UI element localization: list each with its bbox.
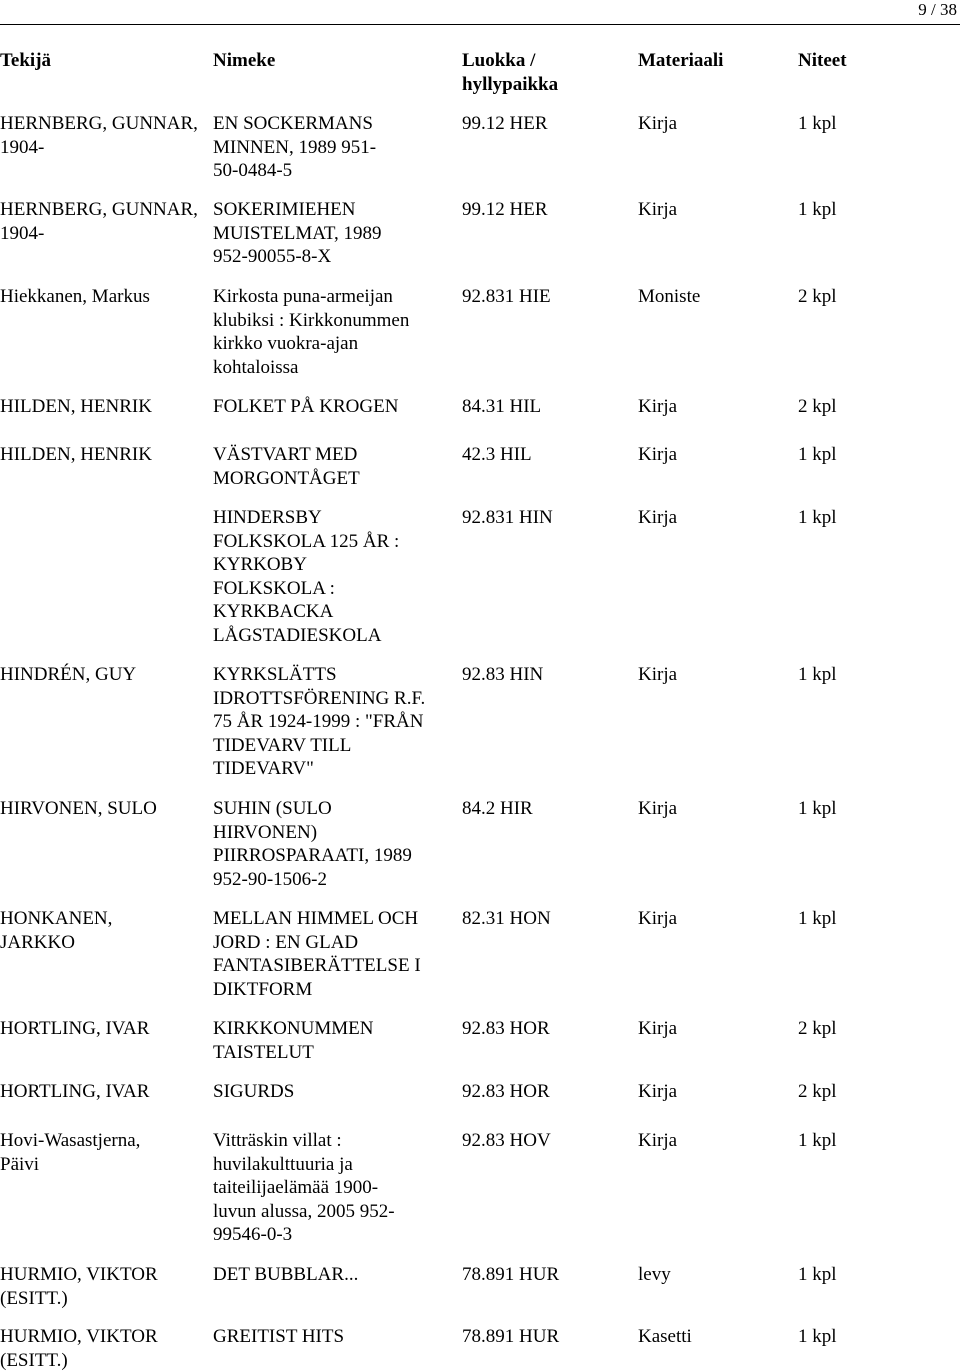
row-title: KIRKKONUMMEN TAISTELUT (213, 1018, 374, 1063)
row-count: 1 kpl (798, 1326, 837, 1347)
row-title: SIGURDS (213, 1081, 295, 1102)
row-title: HINDERSBY FOLKSKOLA 125 ÅR : KYRKOBY FOLKSKOLA : KYRKBACKA LÅGSTADIESKOLA (213, 507, 400, 646)
row-class: 84.2 HIR (462, 798, 533, 819)
header-material: Materiaali (638, 50, 724, 71)
header-count: Niteet (798, 50, 847, 71)
row-author: HONKANEN, JARKKO (0, 908, 113, 953)
row-material: Kirja (638, 396, 678, 417)
row-class: 92.831 HIN (462, 507, 553, 528)
row-count: 1 kpl (798, 798, 837, 819)
row-count: 1 kpl (798, 664, 837, 685)
row-material: Kirja (638, 444, 678, 465)
header-rule (0, 24, 960, 25)
row-author: HERNBERG, GUNNAR, 1904- (0, 199, 198, 244)
row-title: Vitträskin villat : huvilakulttuuria ja taiteilijaelämää 1900-luvun alussa, 2005 952-99546-0-3 (213, 1130, 395, 1246)
row-author: HERNBERG, GUNNAR, 1904- (0, 113, 198, 158)
row-material: Kirja (638, 1018, 678, 1039)
header-author: Tekijä (0, 50, 52, 71)
row-material: Kirja (638, 664, 678, 685)
row-class: 78.891 HUR (462, 1264, 560, 1285)
row-count: 2 kpl (798, 1018, 837, 1039)
row-material: Kirja (638, 199, 678, 220)
row-class: 92.83 HOR (462, 1081, 550, 1102)
row-author: Hiekkanen, Markus (0, 286, 150, 307)
row-author: HILDEN, HENRIK (0, 396, 152, 417)
row-class: 92.83 HOR (462, 1018, 550, 1039)
row-class: 78.891 HUR (462, 1326, 560, 1347)
row-class: 42.3 HIL (462, 444, 532, 465)
row-author: HINDRÉN, GUY (0, 664, 137, 685)
row-title: GREITIST HITS (213, 1326, 345, 1347)
row-class: 92.831 HIE (462, 286, 551, 307)
row-class: 92.83 HIN (462, 664, 544, 685)
row-class: 99.12 HER (462, 199, 548, 220)
header-title: Nimeke (213, 50, 276, 71)
row-author: HURMIO, VIKTOR (ESITT.) (0, 1326, 158, 1371)
row-count: 2 kpl (798, 286, 837, 307)
row-title: VÄSTVART MED MORGONTÅGET (213, 444, 360, 489)
row-material: Kirja (638, 798, 678, 819)
row-title: SOKERIMIEHEN MUISTELMAT, 1989 952-90055-8-X (213, 199, 382, 268)
row-count: 2 kpl (798, 1081, 837, 1102)
row-count: 1 kpl (798, 444, 837, 465)
row-count: 1 kpl (798, 1130, 837, 1151)
row-count: 2 kpl (798, 396, 837, 417)
row-title: MELLAN HIMMEL OCH JORD : EN GLAD FANTASIBERÄTTELSE I DIKTFORM (213, 908, 421, 1000)
row-title: Kirkosta puna-armeijan klubiksi : Kirkkonummen kirkko vuokra-ajan kohtaloissa (213, 286, 410, 378)
row-count: 1 kpl (798, 507, 837, 528)
row-material: Kirja (638, 1081, 678, 1102)
row-material: levy (638, 1264, 671, 1285)
row-count: 1 kpl (798, 199, 837, 220)
row-author: HORTLING, IVAR (0, 1081, 150, 1102)
row-author: HILDEN, HENRIK (0, 444, 152, 465)
row-count: 1 kpl (798, 1264, 837, 1285)
row-title: EN SOCKERMANS MINNEN, 1989 951-50-0484-5 (213, 113, 377, 182)
row-count: 1 kpl (798, 908, 837, 929)
row-class: 92.83 HOV (462, 1130, 551, 1151)
row-material: Moniste (638, 286, 701, 307)
row-material: Kirja (638, 113, 678, 134)
row-author: Hovi-Wasastjerna, Päivi (0, 1130, 141, 1175)
row-class: 99.12 HER (462, 113, 548, 134)
row-title: KYRKSLÄTTS IDROTTSFÖRENING R.F. 75 ÅR 1924-1999 : "FRÅN TIDEVARV TILL TIDEVARV" (213, 664, 426, 780)
row-class: 84.31 HIL (462, 396, 542, 417)
row-material: Kirja (638, 908, 678, 929)
row-count: 1 kpl (798, 113, 837, 134)
row-title: FOLKET PÅ KROGEN (213, 396, 399, 417)
row-material: Kasetti (638, 1326, 692, 1347)
row-class: 82.31 HON (462, 908, 551, 929)
page-number: 9 / 38 (918, 0, 957, 19)
row-author: HORTLING, IVAR (0, 1018, 150, 1039)
row-author: HIRVONEN, SULO (0, 798, 157, 819)
row-author: HURMIO, VIKTOR (ESITT.) (0, 1264, 158, 1309)
header-class: Luokka / hyllypaikka (462, 50, 559, 95)
row-title: SUHIN (SULO HIRVONEN) PIIRROSPARAATI, 1989 952-90-1506-2 (213, 798, 412, 890)
row-material: Kirja (638, 507, 678, 528)
row-material: Kirja (638, 1130, 678, 1151)
row-title: DET BUBBLAR... (213, 1264, 359, 1285)
